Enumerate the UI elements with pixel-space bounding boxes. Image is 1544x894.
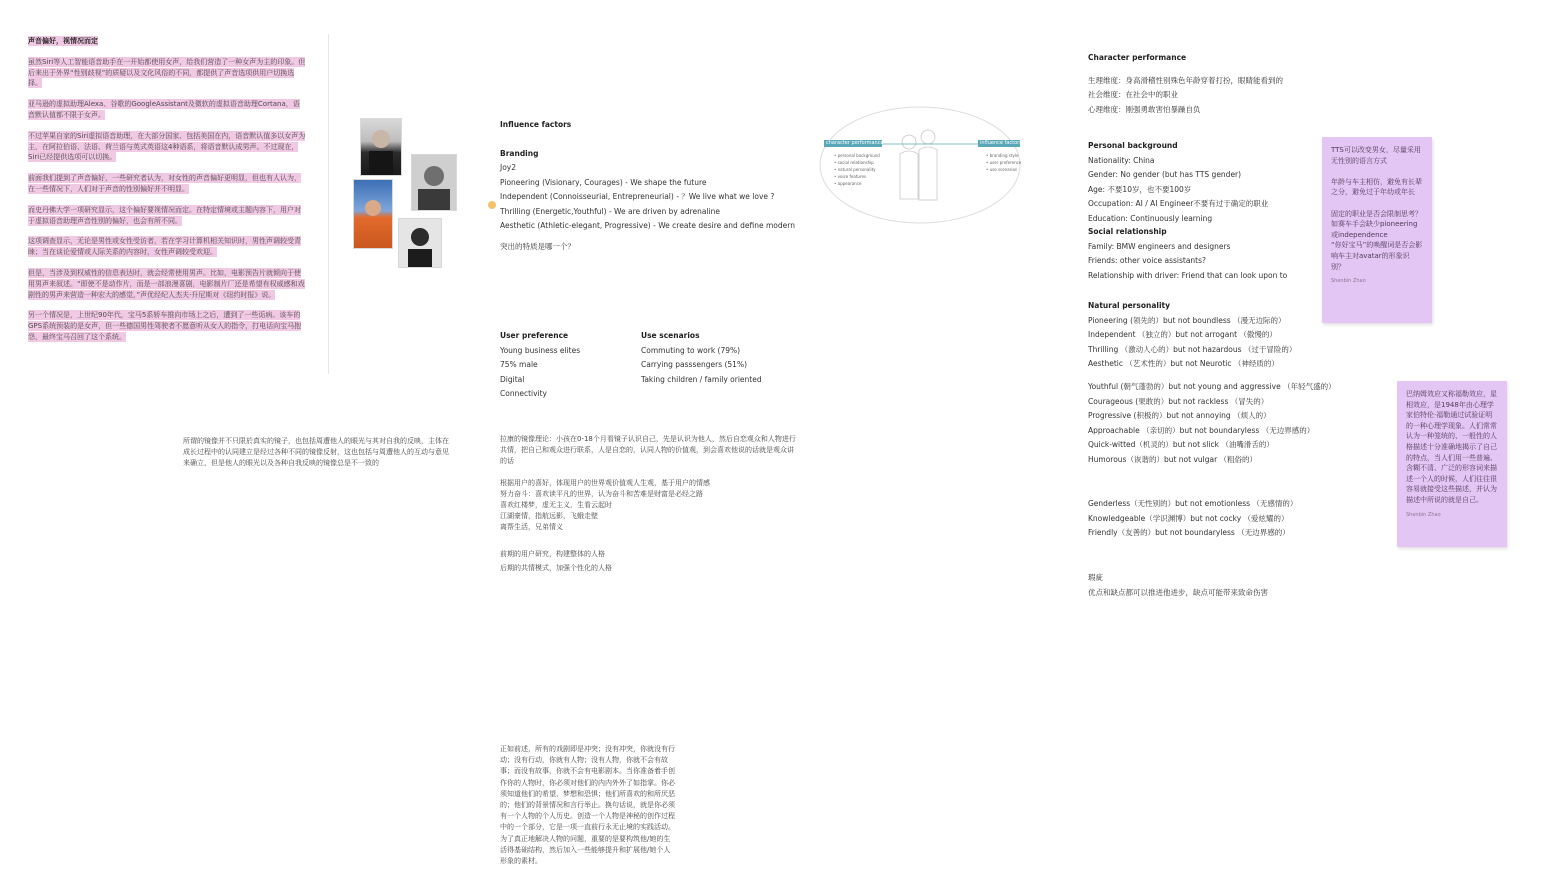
user-preference-heading: User preference (500, 331, 569, 340)
social-item: Friends: other voice assistants? (1088, 256, 1207, 265)
dimension-line: 心理维度：刚强勇敢害怕暴躁自负 (1088, 104, 1201, 114)
branding-item: Thrilling (Energetic,Youthful) - We are driven by adrenaline (500, 206, 721, 216)
personality-trait: Courageous (果敢的）but not rackless （冒失的） (1088, 396, 1269, 406)
paragraph: 不过苹果自家的Siri虚拟语音助理，在大部分国家、包括美国在内，语音默认值多以女声为主，在阿拉伯语、法语、荷兰语与英式英语这4种语系，将语音默认成男声。不过现在，Siri已经提供选项可以切换。 (28, 131, 306, 162)
personality-trait: Pioneering (领先的）but not boundless （漫无边际的） (1088, 315, 1286, 325)
character-diagram[interactable] (812, 104, 1028, 226)
diagram-left-item: • social relationship (834, 160, 874, 165)
user-preference-item: Digital (500, 374, 525, 384)
use-scenarios-block (641, 329, 801, 387)
sticky-note-text: TTS可以改变男女，尽量采用无性别的语言方式 年龄与车主相仿，避免有长辈之分，避免过于年幼或年长 固定的职业是否会限制思考？如赛车手会缺少pioneering或independence “你好宝马”的唤醒词是否会影响车主对avatar的形象识别？ (1331, 146, 1423, 271)
dimension-line: 生理维度：身高滑稽性别殊色年龄穿着打扮，眼睛能看到的 (1088, 75, 1283, 85)
personality-traits-b (1088, 380, 1336, 467)
flaw-block (1088, 571, 1320, 600)
social-item: Family: BMW engineers and designers (1088, 241, 1231, 251)
paragraph: 亚马逊的虚拟助理Alexa、谷歌的GoogleAssistant及微软的虚拟语音助理Cortana，语音默认值都不限于女声。 (28, 100, 300, 119)
personal-background-block (1088, 139, 1318, 226)
persona-line: 前期的用户研究，构建整体的人格 (500, 550, 605, 558)
values-line: 根据用户的喜好，体现用户的世界观价值观人生观，基于用户的情感 (500, 479, 710, 487)
influence-question: 突出的特质是哪一个？ (500, 241, 575, 251)
diagram-left-item: • personal background (834, 153, 880, 158)
sticky-note-author: Shenbin Zhao (1331, 278, 1366, 285)
influence-factors-block (500, 118, 800, 254)
values-line: 离帮生活，兄弟情义 (500, 523, 563, 531)
persona-block (500, 547, 800, 575)
values-line: 喜欢红楼梦，虚无主义，生看云起时 (500, 501, 612, 509)
diagram-left-item: • appearance (834, 181, 862, 186)
personality-trait: Aesthetic （艺术性的）but not Neurotic （神经质的） (1088, 359, 1279, 368)
diagram-left-item: • voice features (834, 174, 867, 179)
background-item: Nationality: China (1088, 155, 1155, 165)
values-line: 努力奋斗：喜欢读平凡的世界，认为奋斗和苦难是财富是必经之路 (500, 490, 703, 498)
portrait-photo-2[interactable] (411, 154, 457, 211)
diagram-right-item: • use scenarios (986, 167, 1018, 172)
branding-item: Joy2 (500, 163, 517, 172)
values-block (500, 478, 800, 533)
influence-factors-heading: Influence factors (500, 120, 572, 129)
diagram-right-item: • branding style (986, 153, 1019, 158)
branding-item: Pioneering (Visionary, Courages) - We shape the future (500, 177, 707, 187)
personality-trait: Progressive (积极的）but not annoying （烦人的） (1088, 411, 1271, 420)
use-scenario-item: Carrying passsengers (51%) (641, 360, 748, 369)
use-scenario-item: Taking children / family oriented (641, 374, 762, 384)
personality-trait: Knowledgeable（学识渊博）but not cocky （爱炫耀的） (1088, 513, 1289, 523)
background-item: Occupation: AI / AI Engineer不要有过于确定的职业 (1088, 199, 1269, 208)
persona-line: 后期的共情模式，加强个性化的人格 (500, 564, 612, 572)
background-item: Education: Continuously learning (1088, 213, 1213, 223)
paragraph: 另一个情况是，上世纪90年代，宝马5系轿车推向市场上之后，遭到了一些诟病。该车的GPS系统预装的是女声，但一些德国男性驾驶者不愿意听从女人的指令，打电话向宝马抱怨，最终宝马召回了这个系统。 (28, 311, 302, 341)
personality-trait: Genderless（无性别的）but not emotionless （无感情的） (1088, 499, 1298, 508)
paragraph: 而史丹佛大学一项研究显示，这个偏好要视情况而定。在特定情境或主题内容下，用户对于虚拟语音助理声音性别的偏好，也会有所不同。 (28, 205, 301, 225)
personality-trait: Thrilling （激动人心的）but not hazardous （过于冒险的） (1088, 344, 1297, 354)
lacan-mirror-text: 拉康的镜像理论：小孩在0-18个月看镜子认识自己，先是认识为他人，然后自恋观众和人物进行共情，把自己和观众进行联系，人是自恋的，认同人物的价值观，到会喜欢他说的话就是观众讲的话 (500, 435, 796, 465)
voice-preference-title: 声音偏好，视情况而定 (28, 37, 98, 45)
mirror-theory-text: 所谓的镜像并不只限於真实的镜子，也包括周遭他人的眼光与其对自我的反映，主体在成长过程中的认同建立是经过各种不同的镜像反射，这也包括与周遭他人的互动与意见来确立，但是他人的眼光以及各种自我反映的镜像总是不一致的 (183, 437, 449, 467)
user-preference-item: 75% male (500, 360, 538, 369)
personality-trait: Friendly（友善的）but not boundaryless （无边界感的） (1088, 528, 1290, 537)
social-relationship-heading: Social relationship (1088, 227, 1167, 236)
paragraph: 虽然Siri等人工智能语音助手在一开始都使用女声，给我们营造了一种女声为主的印象。但后来出于外界“性别歧视”的质疑以及文化风俗的不同，都提供了声音选项供用户切换选择。 (28, 57, 306, 88)
personality-trait: Quick-witted（机灵的）but not slick （油嘴滑舌的） (1088, 440, 1274, 449)
portrait-photo-1[interactable] (360, 118, 402, 176)
dimension-line: 社会维度：在社会中的职业 (1088, 90, 1178, 99)
diagram-left-item: • natural personality (834, 167, 876, 172)
character-performance-block (1088, 51, 1318, 117)
use-scenarios-heading: Use scenarios (641, 331, 700, 340)
sticky-note-tts[interactable] (1322, 137, 1432, 323)
personality-traits-c (1088, 497, 1320, 541)
use-scenario-item: Commuting to work (79%) (641, 345, 741, 355)
flaw-text: 优点和缺点都可以推进他进步，缺点可能带来致命伤害 (1088, 587, 1268, 597)
comment-dot-icon[interactable] (488, 201, 496, 209)
paragraph: 但是，当涉及到权威性的信息表达时，就会经常使用男声。比如，电影预告片就倾向于使用男声来叙述。“即使不是动作片，而是一部浪漫喜剧，电影制片厂还是希望有权威感和戏剧性的男声来营造一种宏大的感觉，”声优经纪人杰夫·升尼斯对《纽约时报》说。 (28, 268, 305, 299)
diagram-right-item: • user preference (986, 160, 1022, 165)
diagram-left-label: character performance (826, 140, 884, 146)
diagram-right-label: influence factors (980, 140, 1022, 146)
natural-personality-block (1088, 299, 1320, 372)
user-preference-item: Connectivity (500, 389, 547, 398)
personal-background-heading: Personal background (1088, 141, 1178, 150)
values-line: 江湖豪情，指航远影，飞蛾走壁 (500, 512, 598, 520)
paragraph: 前面我们提到了声音偏好，一些研究者认为，对女性的声音偏好更明显，但也有人认为，在一些情况下，人们对于声音的性别偏好并不明显。 (28, 174, 301, 193)
voice-preference-section (28, 36, 306, 353)
user-preference-item: Young business elites (500, 345, 581, 355)
social-item: Relationship with driver: Friend that can look upon to (1088, 270, 1288, 280)
branding-item: Independent (Connoisseurial, Entrepreneurial) - ？We live what we love ? (500, 192, 775, 201)
social-relationship-block (1088, 225, 1318, 283)
sticky-note-barnum[interactable] (1397, 381, 1507, 547)
personality-trait: Humorous（诙谐的）but not vulgar （粗俗的） (1088, 454, 1258, 464)
portrait-photo-4[interactable] (398, 218, 442, 268)
branding-heading: Branding (500, 148, 539, 158)
story-text: 正如前述，所有的戏剧即是冲突；没有冲突，你就没有行动；没有行动，你就有人物；没有人物，你就不会有故事；而没有故事，你就不会有电影剧本。当你准备着手创作你的人物时，你必须对他们的内内外外了如指掌。你必须知道他们的希望、梦想和恐惧；他们所喜欢的和所厌恶的；他们的背景情况和言行举止。换句话说，就是你必须有一个人物的个人历史。创造一个人物是神秘的创作过程中的一个部分，它是一项一直前行永无止境的实践活动。为了真正地解决人物的问题，重要的是要构筑他/她的生活得基础结构，然后加入一些能够提升和扩展他/她个人形象的素材。 (500, 745, 675, 866)
personality-trait: Approachable （亲切的）but not boundaryless （无边界感的） (1088, 425, 1315, 435)
background-item: Age: 不要10岁，也不要100岁 (1088, 184, 1192, 194)
paragraph: 这项调查显示，无论是男性或女性受访者，若在学习计算机相关知识时，男性声调较受青睐；当在谈论爱情或人际关系的内容时，女性声调较受欢迎。 (28, 237, 301, 257)
branding-item: Aesthetic (Athletic-elegant, Progressive) - We create desire and define modern (500, 221, 795, 230)
flaw-heading: 瑕疵 (1088, 573, 1103, 582)
personality-trait: Independent （独立的）but not arrogant （傲慢的） (1088, 330, 1277, 339)
sticky-note-author: Shenbin Zhao (1406, 511, 1441, 518)
natural-personality-heading: Natural personality (1088, 301, 1170, 310)
character-performance-heading: Character performance (1088, 53, 1187, 62)
sticky-note-text: 巴纳姆效应又称福勒效应，星相效应，是1948年由心理学家伯特伦·福勒通过试验证明的一种心理学现象。人们常常认为一种笼统的、一般性的人格描述十分准确地揭示了自己的特点，当人们用一些普遍、含糊不清、广泛的形容词来描述一个人的时候，人们往往很容易就接受这些描述，并认为描述中所说的就是自己。 (1406, 390, 1497, 504)
user-preference-block (500, 329, 630, 402)
background-item: Gender: No gender (but has TTS gender) (1088, 170, 1242, 179)
column-divider (328, 34, 329, 374)
portrait-photo-3[interactable] (353, 179, 393, 249)
personality-trait: Youthful (朝气蓬勃的）but not young and aggressive （年轻气盛的） (1088, 382, 1336, 391)
